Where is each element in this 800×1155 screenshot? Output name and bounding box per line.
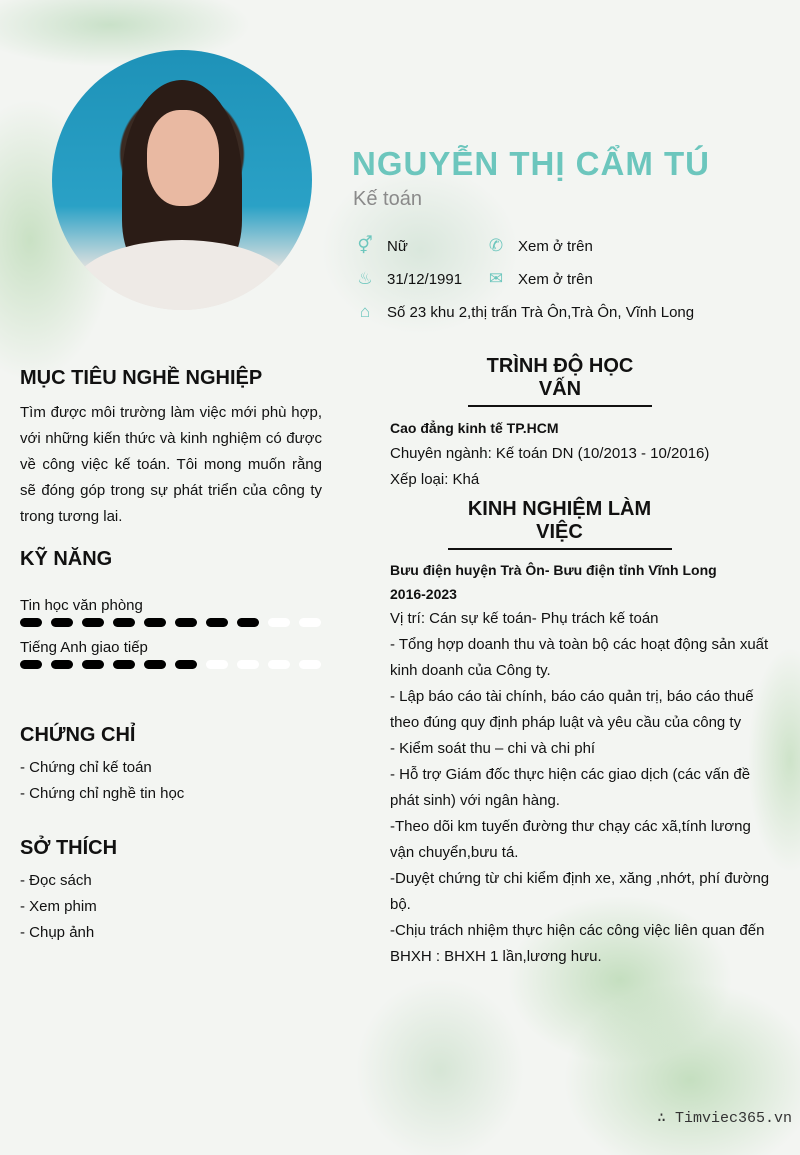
skill-dot [268,618,290,627]
skill-dot [206,618,228,627]
education-section [390,355,790,493]
gender-value: Nữ [387,237,408,255]
email-row [486,269,593,289]
skill-level-bar [20,618,322,627]
objective-section [20,367,322,530]
hobby-item: - Chụp ảnh [20,924,95,941]
certificates-section [20,724,322,807]
certificate-item: - Chứng chỉ kế toán [20,759,152,776]
birthday-value: 31/12/1991 [387,270,463,288]
whatsapp-icon: ✆ [488,236,504,255]
work-period: 2016-2023 [390,586,457,602]
gender-icon: ⚥ [357,236,373,255]
skill-dot [82,618,104,627]
section-title: TRÌNH ĐỘ HỌC VẤN [468,355,652,407]
watermark: ∴ Timviec365.vn [656,1110,792,1127]
school-name: Cao đẳng kinh tế TP.HCM [390,420,559,436]
birthday-row [355,269,462,289]
skills-section [20,548,322,669]
duty-item: - Tổng hợp doanh thu và toàn bộ các hoạt động sản xuất kinh doanh của Công ty. [390,636,769,679]
skill-dot [237,660,259,669]
skill-name: Tin học văn phòng [20,597,143,614]
hobby-item: - Xem phim [20,898,97,915]
duty-item: - Hỗ trợ Giám đốc thực hiện các giao dịch (các vấn đề phát sinh) với ngân hàng. [390,766,751,809]
phone-value: Xem ở trên [518,237,593,255]
section-title: CHỨNG CHỈ [20,724,136,746]
email-value: Xem ở trên [518,270,593,288]
skill-dot [206,660,228,669]
gender-row [355,236,408,256]
skill-dot [144,660,166,669]
skill-dot [299,660,321,669]
duty-item: -Chịu trách nhiệm thực hiện các công việc liên quan đến BHXH : BHXH 1 lần,lương hưu. [390,922,765,965]
skill-dot [51,660,73,669]
skill-dot [20,660,42,669]
section-title: KINH NGHIỆM LÀM VIỆC [448,498,672,550]
skill-dot [175,660,197,669]
skill-dot [113,618,135,627]
duty-item: -Duyệt chứng từ chi kiểm định xe, xăng ,nhớt, phí đường bộ. [390,870,770,913]
section-title: MỤC TIÊU NGHỀ NGHIỆP [20,367,263,389]
skill-item [20,639,322,669]
skill-dot [175,618,197,627]
certificate-item: - Chứng chỉ nghề tin học [20,785,185,802]
skill-dot [20,618,42,627]
skill-dot [51,618,73,627]
skill-dot [268,660,290,669]
candidate-name: NGUYỄN THỊ CẨM TÚ [352,145,710,182]
skill-dot [82,660,104,669]
duty-item: - Kiểm soát thu – chi và chi phí [390,740,596,757]
profile-photo [52,50,312,310]
address-value: Số 23 khu 2,thị trấn Trà Ôn,Trà Ôn, Vĩnh Long [387,303,695,321]
skill-dot [299,618,321,627]
phone-row [486,236,593,256]
hobby-item: - Đọc sách [20,872,92,889]
education-major: Chuyên ngành: Kế toán DN (10/2013 - 10/2016) [390,445,710,462]
skill-name: Tiếng Anh giao tiếp [20,639,148,656]
objective-text: Tìm được môi trường làm việc mới phù hợp, với những kiến thức và kinh nghiệm có được về công việc kế toán. Tôi mong muốn rằng sẽ đóng góp trong sự phát triển của công ty trong tương lai. [20,404,322,525]
job-title: Kế toán [353,188,422,210]
home-icon: ⌂ [359,302,371,321]
skill-item [20,597,322,627]
section-title: KỸ NĂNG [20,548,113,570]
skill-dot [144,618,166,627]
mail-icon: ✉ [488,269,504,288]
birthday-cake-icon: ♨ [357,269,373,288]
position: Vị trí: Cán sự kế toán- Phụ trách kế toán [390,610,659,627]
skill-dot [113,660,135,669]
section-title: SỞ THÍCH [20,837,118,859]
skill-level-bar [20,660,322,669]
experience-section [390,498,775,970]
education-rank: Xếp loại: Khá [390,471,480,488]
duty-item: - Lập báo cáo tài chính, báo cáo quản trị, báo cáo thuế theo đúng quy định pháp luật và yêu cầu của công ty [390,688,754,731]
hobbies-section [20,837,322,946]
address-row [355,302,694,322]
duty-item: -Theo dõi km tuyến đường thư chạy các xã,tính lương vận chuyển,bưu tá. [390,818,751,861]
company-name: Bưu điện huyện Trà Ôn- Bưu điện tỉnh Vĩnh Long [390,562,717,578]
skill-dot [237,618,259,627]
